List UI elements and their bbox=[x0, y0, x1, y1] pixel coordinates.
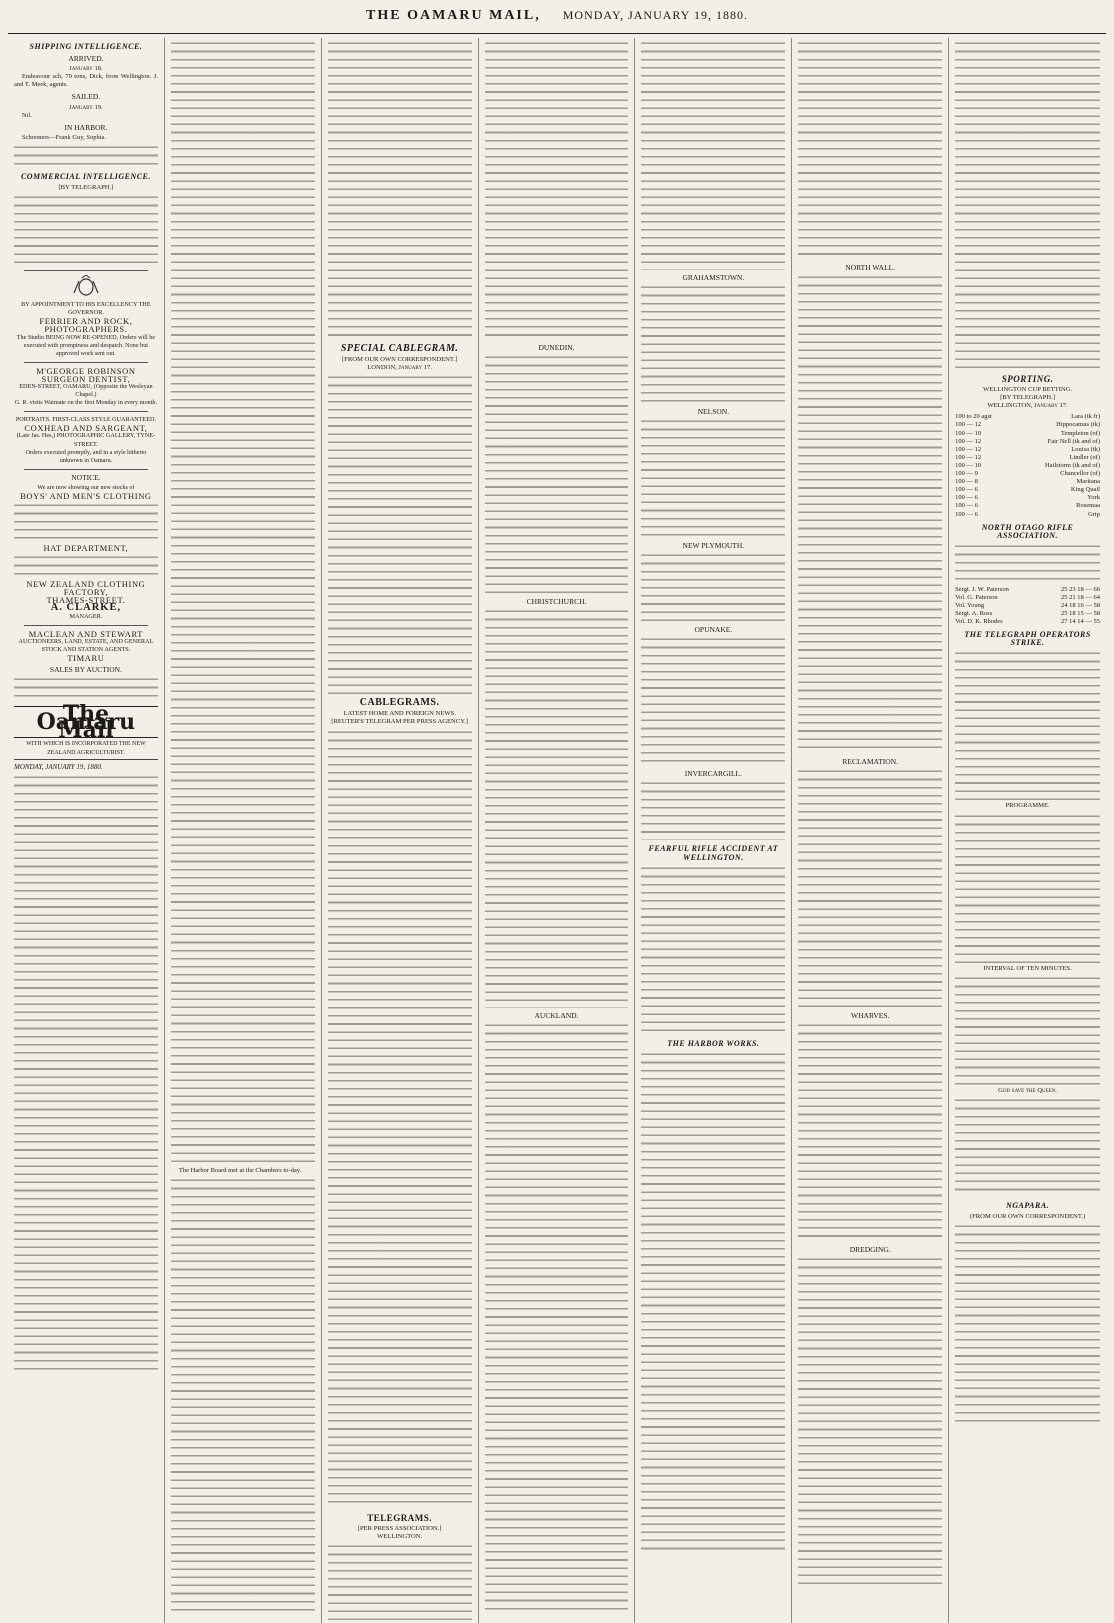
text-block bbox=[798, 768, 942, 1008]
sailed-text: Nil. bbox=[22, 111, 32, 119]
text-block bbox=[14, 194, 158, 266]
telegraph-strike-heading: THE TELEGRAPH OPERATORS STRIKE. bbox=[964, 630, 1091, 648]
wellington-heading: WELLINGTON. bbox=[377, 1532, 423, 1540]
score-row: Vol. D. K. Rhodes 27 14 14 — 55 bbox=[955, 618, 1100, 626]
text-block bbox=[798, 274, 942, 754]
newspaper-logo: The Oamaru Mail bbox=[14, 706, 158, 738]
reuter-label: [REUTER'S TELEGRAM PER PRESS AGENCY.] bbox=[331, 718, 468, 726]
text-block bbox=[955, 1223, 1100, 1423]
notice-text: We are now showing our new stocks of bbox=[37, 483, 135, 491]
arrived-heading: ARRIVED. bbox=[68, 54, 104, 64]
robinson-address: EDEN-STREET, OAMARU, (Opposite the Wesleyan Chapel.) bbox=[19, 382, 153, 399]
press-label: [PER PRESS ASSOCIATION.] bbox=[357, 1524, 442, 1532]
coxhead-ad bbox=[14, 416, 158, 465]
by-telegraph-label: [BY TELEGRAPH.] bbox=[58, 184, 114, 192]
divider bbox=[24, 469, 148, 470]
arrived-date: January 18. bbox=[69, 65, 103, 73]
latest-news-heading: LATEST HOME AND FOREIGN NEWS. bbox=[343, 710, 456, 718]
maclean-sub: AUCTIONEERS, LAND, ESTATE, AND GENERAL STOCK AND STATION AGENTS. bbox=[18, 637, 154, 653]
shipping-heading: SHIPPING INTELLIGENCE. bbox=[29, 42, 143, 51]
boys-clothing: BOYS' AND MEN'S CLOTHING bbox=[20, 491, 152, 501]
cup-telegraph-label: [BY TELEGRAPH.] bbox=[1000, 394, 1056, 402]
text-block bbox=[641, 636, 785, 766]
wellington-cup-heading: WELLINGTON CUP BETTING. bbox=[982, 386, 1073, 394]
score-row: Sergt. J. W. Paterson 25 23 18 — 66 bbox=[955, 585, 1100, 593]
text-block bbox=[14, 676, 158, 700]
fearful-accident-heading: FEARFUL RIFLE ACCIDENT AT WELLINGTON. bbox=[648, 844, 779, 862]
column-7 bbox=[949, 38, 1106, 1623]
column-6 bbox=[792, 38, 949, 1623]
text-block bbox=[955, 1097, 1100, 1197]
text-block bbox=[485, 40, 629, 340]
editorial-text bbox=[14, 774, 158, 1374]
betting-row: 100 — 12 Lindler (of) bbox=[955, 453, 1100, 461]
text-block bbox=[641, 284, 785, 404]
notice-heading: NOTICE. bbox=[71, 472, 101, 482]
nz-clothing-factory: NEW ZEALAND CLOTHING FACTORY, bbox=[26, 579, 146, 598]
text-block bbox=[328, 40, 472, 340]
interval-heading: INTERVAL OF TEN MINUTES. bbox=[983, 964, 1072, 972]
maclean-ad bbox=[14, 630, 158, 700]
manager-label: MANAGER. bbox=[69, 612, 103, 620]
betting-row: 100 — 6 York bbox=[955, 494, 1100, 502]
harbor-board-sentence: The Harbor Board met at the Chambers to-day. bbox=[178, 1167, 302, 1174]
betting-row: 100 — 12 Hippocamus (tk) bbox=[955, 421, 1100, 429]
divider bbox=[24, 411, 148, 412]
issue-dateline: MONDAY, JANUARY 19, 1880. bbox=[14, 762, 103, 771]
text-block bbox=[641, 40, 785, 270]
betting-row: 100 — 9 Chancellor (of) bbox=[955, 470, 1100, 478]
robinson-name: M'GEORGE ROBINSON SURGEON DENTIST, bbox=[36, 365, 136, 384]
text-block bbox=[14, 144, 158, 168]
royal-crest-icon bbox=[71, 275, 101, 297]
portraits-label: PORTRAITS. FIRST-CLASS STYLE GUARANTEED. bbox=[15, 416, 157, 424]
newspaper-logo-subtitle: WITH WHICH IS INCORPORATED THE NEW ZEALAND AGRICULTURIST. bbox=[14, 740, 158, 759]
score-row: Vol. G. Paterson 25 21 18 — 64 bbox=[955, 593, 1100, 601]
auckland-heading: AUCKLAND. bbox=[534, 1011, 579, 1021]
coxhead-name: COXHEAD AND SARGEANT, bbox=[24, 423, 148, 434]
in-harbor-heading: IN HARBOR. bbox=[64, 122, 108, 132]
dredging-heading: DREDGING. bbox=[849, 1245, 891, 1255]
betting-row: 100 — 6 Grip bbox=[955, 510, 1100, 518]
sporting-heading: SPORTING. bbox=[1001, 374, 1054, 384]
sailed-heading: SAILED. bbox=[71, 92, 101, 102]
timaru-label: TIMARU bbox=[67, 652, 105, 663]
betting-row: 100 — 10 Hailstorm (tk and of) bbox=[955, 461, 1100, 469]
betting-row: 100 — 10 Templeton (of) bbox=[955, 429, 1100, 437]
text-block bbox=[328, 374, 472, 694]
special-date: LONDON, January 17. bbox=[367, 364, 432, 372]
text-block bbox=[485, 1022, 629, 1612]
text-block bbox=[328, 729, 472, 1509]
arrived-text: Endeavour sch, 79 tons, Dick, from Wellington. J. and T. Meek, agents. bbox=[14, 73, 158, 89]
score-row: Sergt. A. Ross 25 18 15 — 58 bbox=[955, 610, 1100, 618]
special-sub: [FROM OUR OWN CORRESPONDENT.] bbox=[341, 356, 458, 364]
text-block bbox=[641, 865, 785, 1035]
text-block bbox=[641, 552, 785, 622]
opunake-heading: OPUNAKE. bbox=[694, 625, 733, 635]
cablegrams-heading: CABLEGRAMS. bbox=[359, 697, 440, 709]
dunedin-heading: DUNEDIN. bbox=[538, 343, 575, 352]
in-harbor-text: Schooners—Frank Guy, Sophia. bbox=[22, 133, 107, 141]
betting-row: 100 — 8 Maritana bbox=[955, 478, 1100, 486]
programme-heading: PROGRAMME. bbox=[1005, 802, 1050, 810]
christchurch-heading: CHRISTCHURCH. bbox=[526, 597, 587, 607]
text-block bbox=[14, 502, 158, 542]
clothing-ad bbox=[14, 474, 158, 621]
masthead-title: THE OAMARU MAIL, bbox=[366, 8, 541, 23]
thames-street: THAMES-STREET. bbox=[46, 595, 126, 606]
special-cablegram-heading: SPECIAL CABLEGRAM. bbox=[340, 343, 459, 354]
commercial-heading: COMMERCIAL INTELLIGENCE. bbox=[20, 171, 151, 181]
divider bbox=[24, 362, 148, 363]
rifle-scores-table bbox=[955, 586, 1100, 626]
column-4 bbox=[479, 38, 636, 1623]
text-block bbox=[328, 1543, 472, 1623]
column-1 bbox=[8, 38, 165, 1623]
sailed-date: January 19. bbox=[69, 103, 103, 111]
harbor-works-heading: THE HARBOR WORKS. bbox=[667, 1038, 760, 1048]
new-plymouth-heading: NEW PLYMOUTH. bbox=[682, 541, 745, 551]
divider bbox=[24, 625, 148, 626]
telegrams-heading: TELEGRAMS. bbox=[367, 1512, 433, 1523]
ferrier-text: The Studio BEING NOW RE-OPENED, Orders will be executed with promptness and despatch. None but approved work sent out. bbox=[16, 333, 156, 357]
betting-row: 100 to 20 agst Lara (tk fr) bbox=[955, 413, 1100, 421]
text-block bbox=[641, 1051, 785, 1551]
grahamstown-heading: GRAHAMSTOWN. bbox=[682, 273, 745, 282]
ngapara-heading: NGAPARA. bbox=[1005, 1200, 1050, 1210]
text-block bbox=[798, 1256, 942, 1586]
score-row: Vol. Young 24 18 16 — 58 bbox=[955, 601, 1100, 609]
robinson-ad bbox=[14, 367, 158, 407]
editorial-text bbox=[171, 1177, 315, 1617]
sales-heading: SALES BY AUCTION. bbox=[49, 665, 122, 675]
text-block bbox=[641, 418, 785, 538]
masthead-date: MONDAY, JANUARY 19, 1880. bbox=[562, 8, 748, 22]
columns bbox=[8, 38, 1106, 1623]
coxhead-sub: (Late Jas. Hes,) PHOTOGRAPHIC GALLERY, TYNE-STREET. bbox=[16, 432, 156, 448]
text-block bbox=[798, 40, 942, 260]
rifle-association-heading: NORTH OTAGO RIFLE ASSOCIATION. bbox=[981, 522, 1074, 540]
god-save-queen: God save the Queen. bbox=[998, 1086, 1057, 1094]
betting-row: 100 — 6 Rosemaa bbox=[955, 502, 1100, 510]
text-block bbox=[14, 554, 158, 578]
text-block bbox=[955, 650, 1100, 800]
robinson-note: G. R. visits Waimate on the first Monday in every month. bbox=[14, 399, 158, 407]
editorial-text bbox=[171, 40, 315, 1165]
invercargill-heading: INVERCARGILL. bbox=[684, 769, 742, 779]
column-3 bbox=[322, 38, 479, 1623]
hat-department: HAT DEPARTMENT, bbox=[43, 543, 129, 554]
nelson-heading: NELSON. bbox=[697, 407, 730, 417]
column-5 bbox=[635, 38, 792, 1623]
ferrier-name: FERRIER AND ROCK, PHOTOGRAPHERS. bbox=[39, 316, 133, 335]
cup-date: WELLINGTON, January 17. bbox=[987, 402, 1068, 410]
clarke-name: A. CLARKE, bbox=[50, 602, 122, 614]
divider bbox=[24, 270, 148, 271]
column-2 bbox=[165, 38, 322, 1623]
betting-row: 100 — 12 Louisa (tk) bbox=[955, 445, 1100, 453]
text-block bbox=[955, 40, 1100, 370]
text-block bbox=[485, 608, 629, 1008]
coxhead-text: Orders executed promptly, and in a style hitherto unknown in Oamaru. bbox=[25, 448, 147, 464]
text-block bbox=[955, 975, 1100, 1085]
wharves-heading: WHARVES. bbox=[851, 1011, 890, 1021]
betting-table bbox=[955, 413, 1100, 518]
maclean-name: MACLEAN AND STEWART bbox=[28, 628, 144, 639]
text-block bbox=[955, 543, 1100, 583]
reclamation-heading: RECLAMATION. bbox=[842, 757, 899, 767]
text-block bbox=[955, 813, 1100, 963]
ngapara-sub: (FROM OUR OWN CORRESPONDENT.) bbox=[969, 1212, 1086, 1220]
text-block bbox=[641, 780, 785, 840]
text-block bbox=[798, 1022, 942, 1242]
betting-row: 100 — 6 King Quail bbox=[955, 486, 1100, 494]
north-wall-heading: NORTH WALL. bbox=[845, 263, 896, 272]
masthead bbox=[8, 8, 1106, 34]
text-block bbox=[485, 354, 629, 594]
appointment-ad bbox=[14, 301, 158, 358]
betting-row: 100 — 12 Fair Nell (tk and of) bbox=[955, 437, 1100, 445]
appointment-text: BY APPOINTMENT TO HIS EXCELLENCY THE GOVERNOR. bbox=[21, 301, 151, 317]
